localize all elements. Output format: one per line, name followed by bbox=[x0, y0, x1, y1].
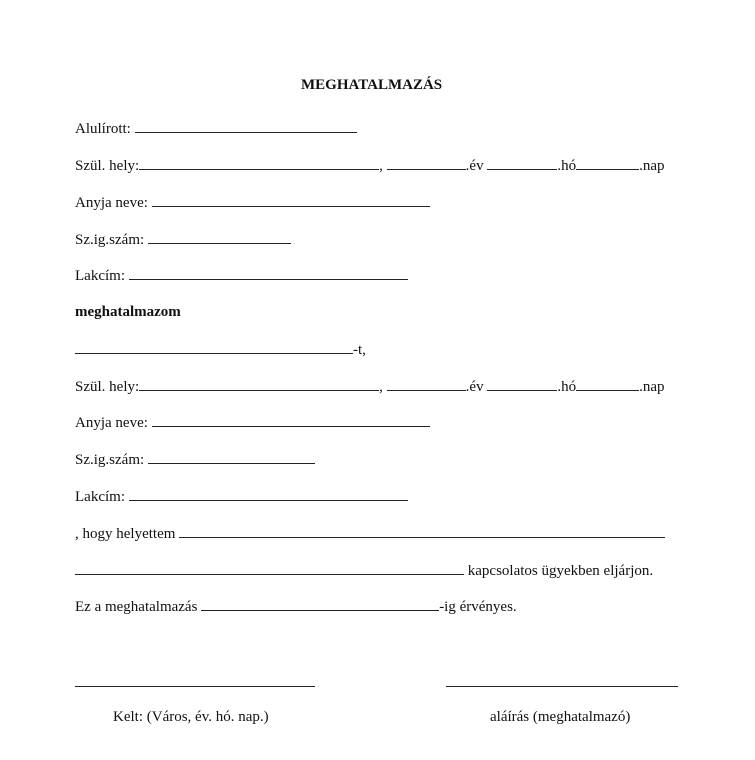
agent-id-row bbox=[75, 450, 315, 469]
agent-mother-field[interactable] bbox=[152, 413, 430, 427]
document-title: MEGHATALMAZÁS bbox=[301, 77, 443, 93]
principal-name-row bbox=[75, 119, 357, 138]
day-suffix: .nap bbox=[639, 379, 665, 395]
signer-caption: aláírás (meghatalmazó) bbox=[490, 709, 631, 725]
id-label: Sz.ig.szám: bbox=[75, 452, 145, 468]
agent-id-field[interactable] bbox=[148, 450, 315, 464]
agent-mother-row bbox=[75, 413, 430, 432]
agent-birth-day-field[interactable] bbox=[576, 377, 639, 391]
birth-place-label: Szül. hely: bbox=[75, 158, 140, 174]
principal-birth-month-field[interactable] bbox=[487, 156, 557, 170]
principal-birth-row: Szül. hely: , .év .hó .nap bbox=[75, 158, 665, 174]
year-suffix: .év bbox=[465, 158, 484, 174]
principal-name-field[interactable] bbox=[135, 119, 357, 133]
validity-prefix: Ez a meghatalmazás bbox=[75, 599, 198, 615]
purpose-row bbox=[75, 524, 665, 543]
principal-mother-field[interactable] bbox=[152, 193, 430, 207]
place-date-line[interactable] bbox=[75, 686, 315, 687]
agent-birth-row: Szül. hely: , .év .hó .nap bbox=[75, 379, 665, 395]
month-suffix: .hó bbox=[557, 158, 577, 174]
agent-name-suffix: -t, bbox=[353, 342, 366, 358]
id-label: Sz.ig.szám: bbox=[75, 232, 145, 248]
purpose-continuation-field[interactable] bbox=[75, 561, 464, 575]
authorize-word: meghatalmazom bbox=[75, 304, 181, 320]
name-label: Alulírott: bbox=[75, 121, 131, 137]
agent-name-field[interactable] bbox=[75, 340, 353, 354]
place-date-caption: Kelt: (Város, év. hó. nap.) bbox=[113, 709, 269, 725]
principal-birth-day-field[interactable] bbox=[576, 156, 639, 170]
mother-label: Anyja neve: bbox=[75, 415, 148, 431]
principal-address-field[interactable] bbox=[129, 266, 408, 280]
validity-suffix: -ig érvényes. bbox=[439, 599, 517, 615]
principal-address-row bbox=[75, 266, 408, 285]
validity-row bbox=[75, 597, 517, 616]
purpose-field[interactable] bbox=[179, 524, 665, 538]
purpose-continuation-row bbox=[75, 561, 653, 580]
agent-birth-month-field[interactable] bbox=[487, 377, 557, 391]
principal-birth-year-field[interactable] bbox=[387, 156, 466, 170]
validity-field[interactable] bbox=[201, 597, 439, 611]
month-suffix: .hó bbox=[557, 379, 577, 395]
agent-birth-year-field[interactable] bbox=[387, 377, 466, 391]
agent-name-row bbox=[75, 340, 366, 359]
purpose-suffix: kapcsolatos ügyekben eljárjon. bbox=[467, 563, 654, 579]
principal-mother-row bbox=[75, 193, 430, 212]
mother-label: Anyja neve: bbox=[75, 195, 148, 211]
birth-place-label: Szül. hely: bbox=[75, 379, 140, 395]
year-suffix: .év bbox=[465, 379, 484, 395]
address-label: Lakcím: bbox=[75, 268, 125, 284]
agent-address-row bbox=[75, 487, 408, 506]
address-label: Lakcím: bbox=[75, 489, 125, 505]
principal-id-field[interactable] bbox=[148, 230, 291, 244]
day-suffix: .nap bbox=[639, 158, 665, 174]
agent-birth-place-field[interactable] bbox=[139, 377, 379, 391]
signature-line[interactable] bbox=[446, 686, 678, 687]
purpose-prefix: , hogy helyettem bbox=[75, 526, 176, 542]
principal-birth-place-field[interactable] bbox=[139, 156, 379, 170]
agent-address-field[interactable] bbox=[129, 487, 408, 501]
principal-id-row bbox=[75, 230, 291, 249]
